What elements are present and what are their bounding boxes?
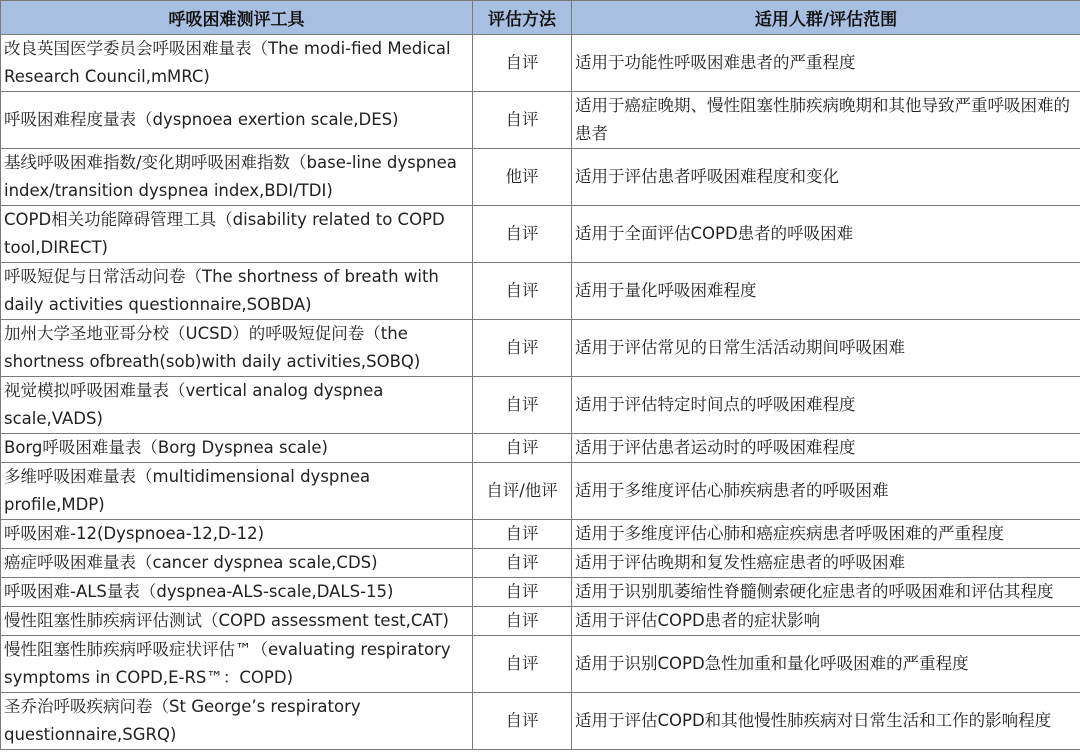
table-row [1,463,1080,520]
header-method: 评估方法 [473,1,572,35]
tool-cell: COPD相关功能障碍管理工具（disability related to COPD tool,DIRECT) [1,206,473,263]
table-row [1,607,1080,636]
method-cell: 自评 [473,434,572,463]
scope-cell: 适用于评估特定时间点的呼吸困难程度 [572,377,1080,434]
scope-cell: 适用于评估患者呼吸困难程度和变化 [572,149,1080,206]
method-cell: 自评 [473,35,572,92]
tool-cell: 慢性阻塞性肺疾病呼吸症状评估™（evaluating respiratory symptoms in COPD,E-RS™：COPD) [1,636,473,693]
method-cell: 自评 [473,92,572,149]
table-row [1,320,1080,377]
header-row [1,1,1080,35]
tool-cell: Borg呼吸困难量表（Borg Dyspnea scale) [1,434,473,463]
method-cell: 自评/他评 [473,463,572,520]
tool-cell: 改良英国医学委员会呼吸困难量表（The modi-fied Medical Research Council,mMRC) [1,35,473,92]
scope-cell: 适用于多维度评估心肺和癌症疾病患者呼吸困难的严重程度 [572,520,1080,549]
tool-cell: 加州大学圣地亚哥分校（UCSD）的呼吸短促问卷（the shortness ofbreath(sob)with daily activities,SOBQ) [1,320,473,377]
scope-cell: 适用于癌症晚期、慢性阻塞性肺疾病晚期和其他导致严重呼吸困难的患者 [572,92,1080,149]
tool-cell: 癌症呼吸困难量表（cancer dyspnea scale,CDS) [1,549,473,578]
table-row [1,636,1080,693]
scope-cell: 适用于全面评估COPD患者的呼吸困难 [572,206,1080,263]
tool-cell: 呼吸短促与日常活动问卷（The shortness of breath with daily activities questionnaire,SOBDA) [1,263,473,320]
scope-cell: 适用于量化呼吸困难程度 [572,263,1080,320]
scope-cell: 适用于多维度评估心肺疾病患者的呼吸困难 [572,463,1080,520]
header-scope: 适用人群/评估范围 [572,1,1080,35]
scope-cell: 适用于评估COPD和其他慢性肺疾病对日常生活和工作的影响程度 [572,693,1080,750]
method-cell: 自评 [473,578,572,607]
tool-cell: 慢性阻塞性肺疾病评估测试（COPD assessment test,CAT) [1,607,473,636]
method-cell: 自评 [473,263,572,320]
method-cell: 自评 [473,320,572,377]
scope-cell: 适用于评估晚期和复发性癌症患者的呼吸困难 [572,549,1080,578]
method-cell: 自评 [473,549,572,578]
table-row [1,149,1080,206]
tool-cell: 视觉模拟呼吸困难量表（vertical analog dyspnea scale,VADS) [1,377,473,434]
table-row [1,263,1080,320]
scope-cell: 适用于功能性呼吸困难患者的严重程度 [572,35,1080,92]
tool-cell: 呼吸困难-ALS量表（dyspnea-ALS-scale,DALS-15) [1,578,473,607]
method-cell: 他评 [473,149,572,206]
scope-cell: 适用于评估COPD患者的症状影响 [572,607,1080,636]
scope-cell: 适用于识别COPD急性加重和量化呼吸困难的严重程度 [572,636,1080,693]
tool-cell: 呼吸困难-12(Dyspnoea-12,D-12) [1,520,473,549]
scope-cell: 适用于评估患者运动时的呼吸困难程度 [572,434,1080,463]
table-row [1,206,1080,263]
table-row [1,549,1080,578]
table-row [1,35,1080,92]
table-row [1,434,1080,463]
table-row [1,578,1080,607]
table-row [1,377,1080,434]
method-cell: 自评 [473,693,572,750]
header-tool: 呼吸困难测评工具 [1,1,473,35]
method-cell: 自评 [473,377,572,434]
table-row [1,92,1080,149]
tool-cell: 多维呼吸困难量表（multidimensional dyspnea profile,MDP) [1,463,473,520]
tool-cell: 呼吸困难程度量表（dyspnoea exertion scale,DES) [1,92,473,149]
table-row [1,520,1080,549]
scope-cell: 适用于评估常见的日常生活活动期间呼吸困难 [572,320,1080,377]
tool-cell: 圣乔治呼吸疾病问卷（St George’s respiratory questionnaire,SGRQ) [1,693,473,750]
method-cell: 自评 [473,607,572,636]
scope-cell: 适用于识别肌萎缩性脊髓侧索硬化症患者的呼吸困难和评估其程度 [572,578,1080,607]
tool-cell: 基线呼吸困难指数/变化期呼吸困难指数（base-line dyspnea index/transition dyspnea index,BDI/TDI) [1,149,473,206]
method-cell: 自评 [473,520,572,549]
table-row [1,693,1080,750]
method-cell: 自评 [473,206,572,263]
method-cell: 自评 [473,636,572,693]
